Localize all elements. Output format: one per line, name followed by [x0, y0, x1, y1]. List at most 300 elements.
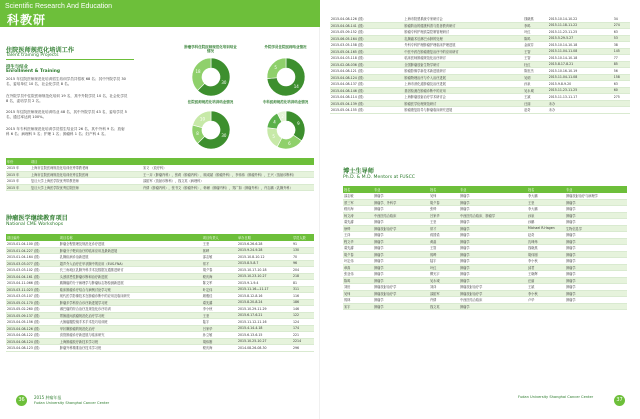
mentor-cell: 肿瘤放射治疗与病理学 — [565, 193, 627, 199]
donut-slice-label: 30 — [221, 132, 227, 138]
cme-cell: 2015.11.13-11.17 — [548, 94, 613, 101]
cme-cell: 王智 — [523, 55, 548, 62]
mentor-cell: 肿瘤学 — [373, 251, 429, 258]
cme-cell: 2015.6.26-6.28 — [237, 241, 292, 247]
mentor-cell: 张亚伟 — [343, 271, 373, 278]
cme-cell: 2015-05-01-170 (国) — [6, 299, 59, 306]
cme-row — [6, 345, 314, 352]
mentor-cell: 肿瘤学 — [373, 303, 429, 310]
award-table-body — [6, 165, 314, 191]
award-cell: 2015 年 — [6, 184, 30, 191]
cme-cell: 296 — [292, 345, 314, 352]
mentor-cell: 常才 — [429, 225, 459, 232]
enroll-paragraph-3: 2015 年住院医师规范化培训结业 48 名，其中外院学员 43 名，委培学员 5 名，通过率达到 100%。 — [6, 110, 127, 120]
mentor-cell: 王晓辉 — [527, 271, 565, 278]
cme-cell: 77 — [613, 55, 630, 62]
mentor-cell: 吴炜 — [429, 193, 459, 199]
mentor-cell: 卢华 — [527, 297, 565, 304]
cme-cell: 186 — [292, 299, 314, 306]
section-title-cn: 科教研 — [7, 13, 47, 27]
award-table — [6, 158, 314, 191]
mentor-cell: 肿瘤放射治疗学 — [373, 290, 429, 297]
mentor-cell — [565, 303, 627, 310]
cme-cell: 吴永城 — [523, 87, 548, 94]
cme-cell: 2015.6.13-6.15 — [237, 332, 292, 339]
mentor-cell: 肿瘤学 — [459, 245, 527, 252]
donut-caption: 肿瘤学科住院医师规范化培训结业情况 — [184, 45, 237, 54]
cme-cell: 63 — [613, 81, 630, 88]
mentor-cell: 宋宇 — [343, 303, 373, 310]
cme-cell: 肿瘤专科护理质量控制管理研讨 — [403, 29, 523, 36]
mentor-cell: 虞先濬 — [343, 245, 373, 252]
mentor-cell: 肿瘤学 — [373, 219, 429, 226]
cme-cell: 肿瘤全程管理及规范化诊疗进展 — [59, 241, 202, 247]
cme-cell: 124 — [292, 319, 314, 326]
cme-cell: 2214 — [292, 338, 314, 345]
mentor-cell: 汪丽 — [527, 277, 565, 284]
cme-cell: 中医中药在肿瘤康复治疗中的应用研讨 — [403, 48, 523, 55]
cme-cell: 肿瘤物理治疗与介入治疗进展 — [403, 74, 523, 81]
cme-cell: 乳腺癌术后淋巴水肿的处理 — [403, 35, 523, 42]
mentor-cell: 张烨 — [429, 206, 459, 213]
mentor-cell: 郭林 — [343, 297, 373, 304]
cme-cell: 邵志敏 — [202, 254, 237, 261]
cme-cell: 陈世杰 — [523, 68, 548, 75]
mentor-cell: 生物信息学 — [565, 225, 627, 232]
cme-cell: 陈文军 — [202, 280, 237, 287]
award-cell: 宋义 （放疗科） — [142, 165, 314, 171]
cme-cell: 赵奇 — [523, 107, 548, 114]
cme-cell: 2015.10.14-10.18 — [548, 55, 613, 62]
mentor-cell: 吴永城 — [429, 277, 459, 284]
mentor-cell: 孙鹏 — [527, 219, 565, 226]
cme-cell: 56 — [613, 68, 630, 75]
talent-section-subtitle: Talent training Projects — [6, 53, 59, 58]
donut-caption: 外院学员住院医师结业情况 — [264, 45, 307, 49]
mentor-cell: 肿瘤放射治疗学 — [459, 290, 527, 297]
mentor-cell: 钱文英 — [429, 303, 459, 310]
cme-cell: 胡伟刚 — [202, 338, 237, 345]
cme-cell: 临床医师肿瘤规范化治疗研讨 — [403, 55, 523, 62]
award-row — [6, 184, 314, 191]
cme-cell: 胡夕春 — [202, 267, 237, 274]
award-cell: 王一卉（肿瘤内科），张莉（肿瘤内科），顾成斌（肿瘤外科），李伟伟（肿瘤外科），王兴（放射诊断科） — [142, 171, 314, 178]
cme-cell: 2015-05-04-155 (国) — [330, 107, 403, 114]
cme-cell: 2015.11.23-11.25 — [548, 29, 613, 36]
cme-cell: 汪丽 — [523, 100, 548, 107]
cme-cell: 2014.08.26-08.30 — [237, 345, 292, 352]
cme-cell: 胃肠道间质瘤规范化治疗学习班 — [59, 312, 202, 319]
cme-cell: 2015-01-04-164 (国) — [6, 254, 59, 261]
mentor-cell: 刘泽 — [429, 284, 459, 291]
cme-cell: 2015.6.17-6.21 — [237, 312, 292, 319]
cme-cell: 2015-06-05-164 (国) — [330, 35, 403, 42]
cme-cell: 肿瘤影像学新技术新进展研讨 — [403, 68, 523, 75]
award-cell: 上海市住院医师规范化培训优秀带教老师 — [30, 165, 142, 171]
mentor-cell: 胡夕春 — [429, 199, 459, 206]
cme-cell: 2015-04-04-161 (国) — [6, 273, 59, 280]
cme-cell: 2015.11.18-11.22 — [548, 22, 613, 29]
cme-section-title: 肿瘤医学继续教育项目 — [6, 215, 68, 222]
cme-cell: 未办 — [548, 107, 613, 114]
cme-cell: 全国肿瘤放射生物学研讨 — [403, 61, 523, 68]
talent-section-title: 住院医师规范化培训工作 — [6, 47, 75, 54]
mentor-col-major-1: 专业 — [373, 186, 429, 193]
cme-col-code: 项目编号 — [6, 234, 59, 241]
cme-section-subtitle: National CME Workshops — [6, 222, 64, 227]
mentor-cell: 肿瘤学 — [373, 232, 429, 239]
page-divider — [319, 0, 320, 419]
mentor-cell: 叶定伟 — [343, 258, 373, 265]
award-cell: 上海市住院医师规范化培训优秀住院医师 — [30, 171, 142, 178]
cme-cell: 2015-03-03-102 (国) — [6, 267, 59, 274]
mentor-cell: 杨文涛 — [343, 212, 373, 219]
cme-cell: 2015-04-08-141 (国) — [330, 22, 403, 29]
cme-cell: 2015.11.04-11.08 — [548, 48, 613, 55]
donut-caption: 住院医师规范化培训结业情况 — [187, 100, 234, 104]
cme-cell: 甲状腺肿瘤的规范化治疗 — [59, 325, 202, 332]
mentor-cell: 柳光宇 — [429, 271, 459, 278]
cme-cell: 胰腺癌的分子病理学与肿瘤标志物检测新进展 — [59, 280, 202, 287]
cme-cell: 超声介入治疗在甲状腺中的应用（EUS-FNA） — [59, 260, 202, 267]
mentor-cell: 肿瘤学 — [459, 277, 527, 284]
mentor-cell: 肿瘤学 — [373, 277, 429, 284]
donut-slice-label: 14 — [293, 83, 299, 89]
cme-cell: 乳腺疾病诊治新进展 — [59, 254, 202, 261]
left-footer-en: Fudan University Shanghai Cancer Center — [34, 401, 110, 405]
donut-graphic — [191, 110, 231, 150]
cme-cell: 2015.10.23-10.27 — [237, 273, 292, 280]
cme-cell: 嵇庆海 — [202, 345, 237, 352]
cme-cell: 未办 — [548, 100, 613, 107]
talent-underline — [6, 59, 134, 60]
cme-col-leader: 项目负责人 — [202, 234, 237, 241]
donut-caption: 专科医师规范化培训结业情况 — [262, 100, 309, 104]
donut-slice-label: 6 — [288, 140, 291, 146]
cme-cell: 2015.9.8-9.20 — [548, 81, 613, 88]
award-cell: 复旦大学上海医学院优秀住院医师 — [30, 184, 142, 191]
mentor-cell: 肿瘤学 — [565, 245, 627, 252]
mentor-cell: 陈鸣 — [343, 277, 373, 284]
cme-cell: 王斌 — [523, 94, 548, 101]
mentor-cell: 肿瘤学 — [459, 232, 527, 239]
mentor-cell: 赵奇 — [527, 232, 565, 239]
cme-cell: 2015-05-09-152 (国) — [330, 29, 403, 36]
section-header-bar — [0, 0, 320, 27]
mentor-cell: 肿瘤学 — [459, 206, 527, 213]
mentor-cell: 肿瘤学 — [565, 277, 627, 284]
cme-cell: 2015.10.16-10.19 — [548, 68, 613, 75]
donut-slice-label: 5 — [272, 133, 275, 139]
cme-col-count: 学员人数 — [292, 234, 314, 241]
cme-cell: 2015.8.5-8.7 — [237, 260, 292, 267]
cme-cell: 2015-04-08-137 (国) — [330, 81, 403, 88]
mentor-cell: 肿瘤学 — [459, 238, 527, 245]
mentor-cell: 邱君 — [527, 264, 565, 271]
donut-slice-label: 10 — [199, 116, 206, 122]
cme-cell: 外科专科护理肿瘤护理临床护理进展 — [403, 42, 523, 49]
cme-cell: 头颈部恶性肿瘤诊断和治疗新进展 — [59, 273, 202, 280]
cme-cell: 130 — [292, 247, 314, 254]
cme-cell: 275 — [613, 94, 630, 101]
cme-cell: 虞先濬 — [202, 299, 237, 306]
enroll-paragraph-1: 2015 年住院医师规范化培训招生培训学员共招收 68 名；其中外院学员 30 名，委培单位 10 名，社会化学员 8 名。 — [6, 77, 126, 87]
cme-cell: 2015-04-08-126 (国) — [6, 325, 59, 332]
cme-cell: 2015-04-08-146 (国) — [330, 87, 403, 94]
mentor-col-major-3: 专业 — [565, 186, 627, 193]
mentor-cell: 肿瘤学 — [373, 271, 429, 278]
cme-cell: 2015.11.12-11.16 — [237, 319, 292, 326]
mentor-cell: 王智 — [429, 245, 459, 252]
cme-cell: 顾雅佳 — [202, 293, 237, 300]
cme-cell: 81 — [292, 280, 314, 287]
mentor-cell: 王泽 — [343, 232, 373, 239]
cme-cell: 食管肿瘤诊疗新进展与临床研究 — [59, 332, 202, 339]
cme-cell: 85 — [613, 61, 630, 68]
mentor-cell: 孙泉 — [527, 212, 565, 219]
cme-cell: 王坚 — [202, 241, 237, 247]
cme-cell: 2015.10.8-10.12 — [237, 254, 292, 261]
mentor-cell: 胡夕春 — [343, 251, 373, 258]
mentor-cell: 陆宇 — [429, 258, 459, 265]
cme-cell: 2015-04-08-114 (国) — [330, 94, 403, 101]
donut-graphic — [191, 57, 231, 97]
enroll-paragraph-2: 在外院学员中住院医师规范化培训 19 名，其中外院学员 10 名，社会化学员 8 名，委培学员 2 名。 — [6, 94, 128, 104]
cme-cell: 上海肿瘤放射治疗学术研讨会 — [403, 94, 523, 101]
cme-col-date: 举办日期 — [237, 234, 292, 241]
mentor-cell: 沈坤炜 — [527, 238, 565, 245]
cme-cell: 2015-04-08-124 (国) — [6, 338, 59, 345]
cme-cell: 2015-04-03-118 (国) — [330, 55, 403, 62]
mentor-section-subtitle: Ph.D. & M.D. Mentors at FUSCC — [343, 175, 415, 180]
cme-row — [330, 107, 630, 114]
cme-cell: 2015-03-03-077 (国) — [6, 260, 59, 267]
cme-cell: 218 — [292, 273, 314, 280]
award-col-project: 项目 — [30, 158, 142, 165]
mentor-table — [343, 186, 627, 310]
cme-cell: 陈鸣 — [523, 35, 548, 42]
cme-cell: 叶定伟 — [202, 286, 237, 293]
right-footer — [320, 392, 640, 419]
cme-cell: 145 — [613, 48, 630, 55]
cme-cell: 大肠癌腹腔镜手术手术技巧培训班 — [59, 319, 202, 326]
mentor-cell: 肿瘤学 — [459, 193, 527, 199]
cme-cell: 李鸣 — [523, 22, 548, 29]
cme-cell: 2015-05-02-260 (国) — [6, 306, 59, 313]
donut-graphic — [266, 110, 306, 150]
mentor-cell: 李大鹏 — [527, 206, 565, 213]
cme-cell: 杜红 — [523, 61, 548, 68]
mentor-cell: 胡伟刚 — [527, 251, 565, 258]
mentor-table-body — [343, 193, 627, 310]
mentor-cell: 肿瘤学 — [565, 212, 627, 219]
mentor-cell: 吴炜 — [343, 290, 373, 297]
cme-cell: 91 — [292, 241, 314, 247]
cme-cell: 李小秋 — [202, 306, 237, 313]
cme-cell: 肿瘤外科精准治疗技术学习班 — [59, 345, 202, 352]
cme-cell: 53 — [613, 35, 630, 42]
cme-cell: 淋巴瘤的综合治疗及规范化诊疗培训 — [59, 306, 202, 313]
left-footer — [0, 392, 320, 419]
mentor-cell: Michael R.Hagen — [527, 225, 565, 232]
cme-cell: 2015.8.12-8.16 — [237, 293, 292, 300]
mentor-cell: 黄晶 — [429, 238, 459, 245]
mentor-cell: 钱晓燕 — [527, 245, 565, 252]
cme-cell: 2015.5.29-5.27 — [548, 35, 613, 42]
cme-cell: 2015.8.20-8.24 — [237, 299, 292, 306]
award-col-winner — [142, 158, 314, 165]
cme-cell: 基因检测在肿瘤诊断中的应用 — [403, 87, 523, 94]
award-row — [6, 171, 314, 178]
cme-cell: 2015-04-11-066 (国) — [6, 280, 59, 287]
cme-cell: 2015-02-08-036 (国) — [330, 61, 403, 68]
cme-cell: 2015-04-08-124 (国) — [330, 74, 403, 81]
cme-cell: 34 — [613, 16, 630, 22]
mentor-cell: 蒋国梁 — [429, 232, 459, 239]
cme-cell: 钱晓燕 — [523, 16, 548, 22]
mentor-cell: 肿瘤学 — [459, 271, 527, 278]
cme-cell: 116 — [292, 293, 314, 300]
donut-chart-3 — [183, 100, 238, 150]
mentor-cell: 肿瘤学 — [373, 238, 429, 245]
mentor-cell: 肿瘤放射治疗学 — [459, 284, 527, 291]
cme-cell: 2015.10.17-10.18 — [237, 267, 292, 274]
mentor-cell: 蔡三军 — [343, 199, 373, 206]
mentor-cell: 许倩 — [429, 297, 459, 304]
mentor-cell: 肿瘤学 — [565, 219, 627, 226]
cme-cell: 2015.4.14-4.18 — [237, 325, 292, 332]
cme-cell: 70 — [292, 254, 314, 261]
cme-cell: 肿瘤分子靶向治疗的临床应用及最新进展 — [59, 247, 202, 254]
cme-cell: 常才 — [202, 260, 237, 267]
cme-cell: 肿瘤康复指导与肿瘤临床研究进展 — [403, 107, 523, 114]
mentor-cell: 肿瘤学 — [373, 193, 429, 199]
mentor-cell: 李小秋 — [527, 290, 565, 297]
cme-cell: 现代医学影像技术在肿瘤诊断中的应用及临床研究 — [59, 293, 202, 300]
cme-cell: 122 — [292, 312, 314, 319]
mentor-cell: 肿瘤学 — [373, 206, 429, 213]
cme-cell: 174 — [292, 325, 314, 332]
mentor-cell: 肿瘤学 — [565, 258, 627, 265]
cme-cell: 2015-03-11-023 (国) — [6, 286, 59, 293]
mentor-cell: 肿瘤学 — [373, 245, 429, 252]
mentor-cell: 肿瘤学 — [565, 199, 627, 206]
cme-col-name: 项目名称 — [59, 234, 202, 241]
mentor-cell: 肿瘤学 — [459, 225, 527, 232]
mentor-cell: 肿瘤学 — [459, 199, 527, 206]
cme-cell: 上海肿瘤放疗新技术学习班 — [59, 338, 202, 345]
section-title-en: Scientific Research And Education — [5, 3, 113, 10]
mentor-cell: 邵志敏 — [343, 193, 373, 199]
mentor-cell: 中西医结合临床 — [373, 212, 429, 219]
mentor-cell: 肿瘤学 — [373, 264, 429, 271]
left-page-number: 36 — [16, 395, 27, 406]
mentor-cell: 肿瘤学 — [565, 284, 627, 291]
mentor-cell: 肿瘤学 — [565, 297, 627, 304]
cme-table-continued — [330, 16, 630, 114]
cme-cell: 郭晔 — [202, 247, 237, 254]
mentor-col-major-2: 专业 — [459, 186, 527, 193]
mentor-cell: 肿瘤学 — [373, 297, 429, 304]
mentor-cell: 李小秋 — [527, 258, 565, 265]
cme-cell: 60 — [613, 87, 630, 94]
mentor-cell: 章真 — [343, 264, 373, 271]
cme-cell: 嵇庆海 — [202, 273, 237, 280]
cme-cell: 上海市院感系统专家研讨会 — [403, 16, 523, 22]
mentor-col-name-2: 姓名 — [429, 186, 459, 193]
cme-cell: 陆宇 — [202, 319, 237, 326]
cme-cell: 2015.11.16—11.17 — [237, 286, 292, 293]
cme-cell: 221 — [292, 332, 314, 339]
mentor-cell: 肿瘤学 — [565, 232, 627, 239]
award-col-year: 年份 — [6, 158, 30, 165]
mentor-cell — [527, 303, 565, 310]
donut-slice-label: 8 — [196, 131, 199, 137]
cme-cell: 2015-05-04-139 (国) — [330, 100, 403, 107]
mentor-cell: 吕家华 — [429, 212, 459, 219]
cme-cell: 146 — [292, 306, 314, 313]
right-footer-en: Fudan University Shanghai Cancer Center — [518, 395, 594, 399]
mentor-col-name-1: 姓名 — [343, 186, 373, 193]
mentor-cell: 中西医结合临床、肿瘤学 — [459, 212, 527, 219]
award-cell: 2015 年 — [6, 171, 30, 178]
cme-cell: 2015-03-03-107 (国) — [6, 293, 59, 300]
mentor-cell: 肿瘤学 — [459, 251, 527, 258]
cme-cell: 叶红 — [523, 29, 548, 36]
mentor-cell: 肿瘤学 — [459, 258, 527, 265]
mentor-cell: 虞先濬 — [343, 219, 373, 226]
cme-cell: 临床肿瘤诊疗结合与病例讨论学习班 — [59, 286, 202, 293]
cme-cell: 吴炳 — [523, 74, 548, 81]
cme-cell: 孙立敏 — [202, 332, 237, 339]
cme-cell: 2015-04-08-126 (国) — [330, 16, 403, 22]
mentor-section-title: 博士生导师 — [343, 168, 374, 175]
cme-cell: 63 — [613, 29, 630, 36]
enroll-heading-en: Enrollment & Training — [6, 69, 61, 74]
mentor-col-name-3: 姓名 — [527, 186, 565, 193]
cme-cell: 孙泉 — [523, 81, 548, 88]
cme-cell: 2015.8.17-8.21 — [548, 61, 613, 68]
mentor-cell: 肿瘤放射治疗学 — [373, 284, 429, 291]
cme-cell: 王智 — [523, 48, 548, 55]
cme-cell: 2015-01-04-100 (国) — [6, 241, 59, 247]
donut-slice-label: 4 — [273, 119, 276, 125]
mentor-cell: 肿瘤放射治疗学 — [373, 225, 429, 232]
cme-cell: 2015-04-08-121 (国) — [330, 68, 403, 75]
enroll-paragraph-4: 2015 年专科医师规范化培训学员招生结业共 26 名，其中外科 9 名；放射科 6 名；病理科 5 名；护理 1 名；肿瘤科 1 名；妇产科 4 名。 — [6, 127, 125, 137]
cme-table — [6, 234, 314, 352]
cme-cell: 274 — [613, 22, 630, 29]
mentor-cell: 肿瘤学 — [373, 258, 429, 265]
mentor-cell: 刘世 — [343, 284, 373, 291]
award-cell: 许倩（肿瘤内科），张书文（肿瘤外科），韩雁（肿瘤内科），郑广如（肿瘤外科），许志鹏（乳腺外科） — [142, 184, 314, 191]
mentor-cell: 中西医结合临床 — [459, 297, 527, 304]
cme-cell: 2015.10.25-10.27 — [237, 338, 292, 345]
cme-cell: 2015.10.29-11.29 — [237, 306, 292, 313]
cme-table-body — [6, 241, 314, 351]
mentor-cell: 程文华 — [343, 238, 373, 245]
cme-cell: 2015-05-09-137 (国) — [6, 312, 59, 319]
right-page-number: 37 — [614, 395, 625, 406]
cme-cell: 311 — [292, 286, 314, 293]
mentor-cell: 肿瘤学 — [459, 219, 527, 226]
mentor-cell: 徐烨 — [343, 225, 373, 232]
mentor-cell: 郭晔 — [429, 251, 459, 258]
mentor-cell: 肿瘤学 — [565, 238, 627, 245]
mentor-cell: 肿瘤学 — [565, 290, 627, 297]
cme-cell: 2015-04-08-123 (国) — [6, 345, 59, 352]
mentor-cell: 李大鹏 — [527, 193, 565, 199]
